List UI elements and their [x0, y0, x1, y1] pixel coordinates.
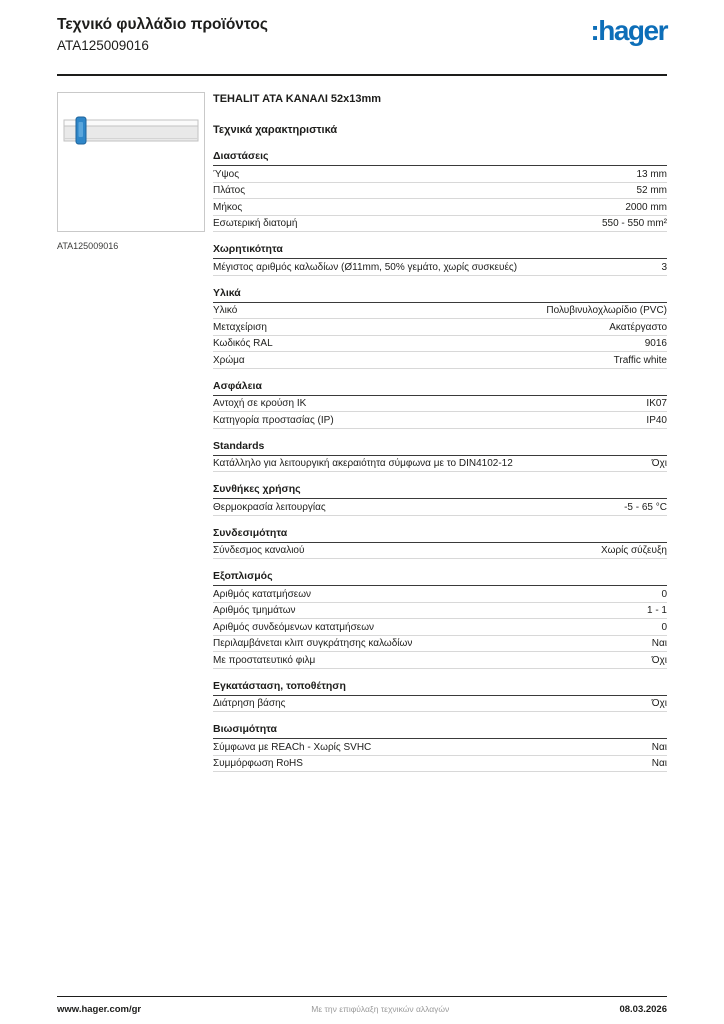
spec-row-value: -5 - 65 °C — [624, 501, 667, 513]
spec-section — [213, 243, 667, 276]
spec-row — [213, 636, 667, 653]
main-content — [57, 92, 667, 783]
spec-column — [213, 92, 667, 783]
spec-row — [213, 319, 667, 336]
spec-row-value: IP40 — [646, 414, 667, 426]
spec-row-label: Μήκος — [213, 201, 243, 213]
spec-row-label: Πλάτος — [213, 185, 246, 196]
spec-section-title: Συνθήκες χρήσης — [213, 483, 667, 499]
spec-row — [213, 303, 667, 320]
spec-row-label: Αριθμός τμημάτων — [213, 605, 296, 616]
spec-row-label: Μέγιστος αριθμός καλωδίων (Ø11mm, 50% γεμάτο, χωρίς συσκευές) — [213, 261, 518, 273]
spec-row — [213, 216, 667, 233]
spec-row-label: Αριθμός κατατμήσεων — [213, 588, 312, 600]
spec-row — [213, 603, 667, 620]
spec-row — [213, 652, 667, 669]
spec-row-label: Με προστατευτικό φιλμ — [213, 654, 316, 666]
spec-row-value: IK07 — [646, 398, 667, 409]
spec-row-value: Όχι — [651, 654, 667, 666]
spec-row-label: Συμμόρφωση RoHS — [213, 758, 303, 769]
spec-row — [213, 543, 667, 560]
spec-row-value: 0 — [661, 621, 667, 633]
spec-row-value: 550 - 550 mm² — [601, 218, 667, 229]
spec-row-label: Κατάλληλο για λειτουργική ακεραιότητα σύμφωνα με το DIN4102-12 — [213, 458, 513, 469]
spec-row-value: Ναι — [651, 758, 667, 769]
footer — [57, 996, 667, 1015]
spec-row-label: Μεταχείριση — [213, 321, 267, 333]
header — [57, 16, 667, 53]
spec-row-value: 9016 — [644, 338, 667, 349]
spec-row-value: Traffic white — [613, 354, 667, 366]
spec-section — [213, 287, 667, 369]
product-image-caption: ATA125009016 — [57, 241, 119, 251]
spec-row-label: Υλικό — [213, 305, 238, 316]
spec-row — [213, 183, 667, 200]
spec-row — [213, 619, 667, 636]
spec-row — [213, 499, 667, 516]
spec-section — [213, 483, 667, 516]
spec-section-title: Standards — [213, 440, 667, 456]
spec-row — [213, 396, 667, 413]
header-product-code: ATA125009016 — [57, 37, 149, 53]
spec-row-label: Κατηγορία προστασίας (IP) — [213, 414, 334, 426]
spec-section-title: Εξοπλισμός — [213, 570, 667, 586]
spec-row — [213, 199, 667, 216]
spec-row-value: Όχι — [651, 698, 667, 709]
spec-row-label: Χρώμα — [213, 354, 245, 366]
spec-row — [213, 696, 667, 713]
spec-row-label: Αριθμός συνδεόμενων κατατμήσεων — [213, 621, 375, 633]
spec-row-value: 2000 mm — [625, 201, 667, 213]
spec-section-title: Εγκατάσταση, τοποθέτηση — [213, 680, 667, 696]
product-name: TEHALIT ATA ΚΑΝΑΛΙ 52x13mm — [213, 93, 382, 105]
document-title: Τεχνικό φυλλάδιο προϊόντος — [57, 16, 268, 33]
spec-section — [213, 680, 667, 713]
spec-row-value: Πολυβινυλοχλωρίδιο (PVC) — [546, 305, 667, 316]
spec-row — [213, 166, 667, 183]
spec-row-value: Όχι — [651, 458, 667, 469]
spec-row — [213, 756, 667, 773]
spec-row — [213, 456, 667, 473]
spec-section-title: Υλικά — [213, 287, 667, 303]
header-divider — [57, 74, 667, 76]
spec-row-value: 0 — [661, 588, 667, 600]
spec-row — [213, 412, 667, 429]
spec-row-value: 3 — [661, 261, 667, 273]
spec-row-label: Εσωτερική διατομή — [213, 218, 298, 229]
spec-row-label: Σύνδεσμος καναλιού — [213, 545, 305, 556]
spec-row-value: 1 - 1 — [646, 605, 667, 616]
spec-row-label: Σύμφωνα με REACh - Χωρίς SVHC — [213, 741, 372, 753]
spec-row-label: Κωδικός RAL — [213, 338, 273, 349]
spec-section-title: Χωρητικότητα — [213, 243, 667, 259]
header-titles — [57, 16, 268, 53]
spec-row — [213, 352, 667, 369]
footer-disclaimer: Με την επιφύλαξη τεχνικών αλλαγών — [311, 1004, 450, 1014]
spec-row-value: Ακατέργαστο — [609, 321, 667, 333]
spec-section — [213, 380, 667, 429]
spec-row — [213, 336, 667, 353]
product-image — [58, 93, 204, 231]
spec-subtitle: Τεχνικά χαρακτηριστικά — [213, 124, 338, 136]
spec-sections — [213, 150, 667, 772]
spec-row-label: Περιλαμβάνεται κλιπ συγκράτησης καλωδίων — [213, 638, 413, 649]
spec-row — [213, 586, 667, 603]
spec-row — [213, 739, 667, 756]
spec-section — [213, 150, 667, 232]
spec-row-value: Ναι — [651, 741, 667, 753]
spec-section-title: Διαστάσεις — [213, 150, 667, 166]
spec-row-value: Χωρίς σύζευξη — [600, 545, 667, 556]
hager-logo: :hager — [590, 15, 667, 46]
spec-row — [213, 259, 667, 276]
spec-row-value: 13 mm — [636, 168, 667, 180]
spec-section — [213, 527, 667, 560]
spec-row-value: Ναι — [651, 638, 667, 649]
spec-row-value: 52 mm — [636, 185, 667, 196]
spec-section-title: Βιωσιμότητα — [213, 723, 667, 739]
spec-section — [213, 570, 667, 669]
spec-row-label: Διάτρηση βάσης — [213, 698, 286, 709]
spec-row-label: Ύψος — [213, 168, 240, 180]
spec-section-title: Συνδεσιμότητα — [213, 527, 667, 543]
spec-row-label: Αντοχή σε κρούση ΙΚ — [213, 398, 307, 409]
product-image-column — [57, 92, 205, 251]
spec-row-label: Θερμοκρασία λειτουργίας — [213, 501, 326, 513]
spec-section-title: Ασφάλεια — [213, 380, 667, 396]
spec-section — [213, 723, 667, 772]
spec-section — [213, 440, 667, 473]
footer-date: 08.03.2026 — [619, 1004, 667, 1015]
footer-website-link[interactable]: www.hager.com/gr — [57, 1004, 142, 1015]
product-image-frame — [57, 92, 205, 232]
blue-clip-icon — [76, 117, 86, 144]
